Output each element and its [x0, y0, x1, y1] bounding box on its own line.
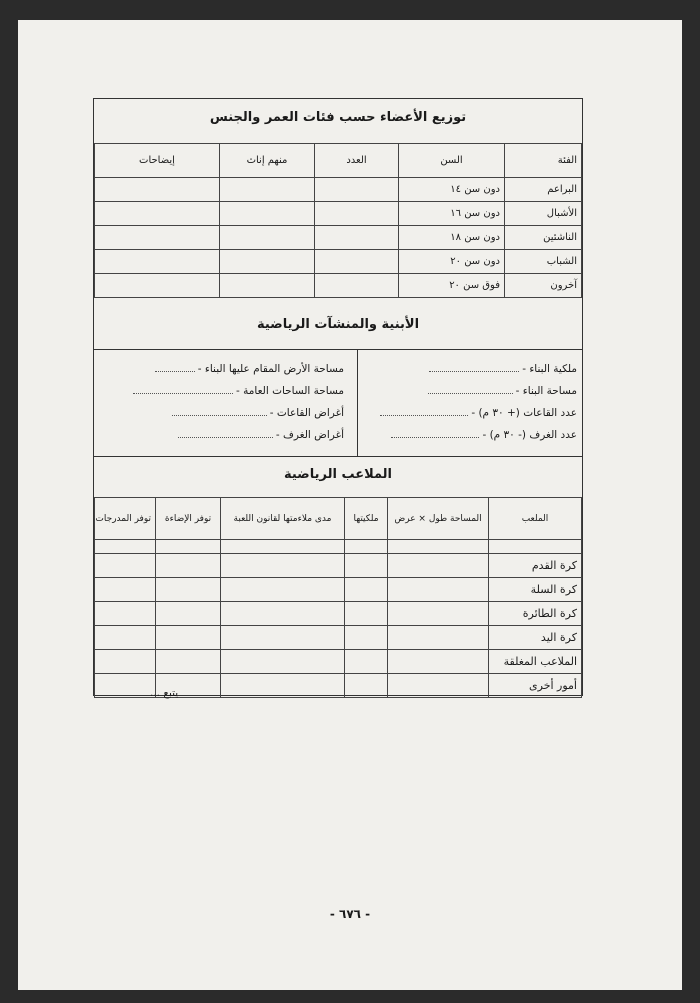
- divider: [94, 349, 582, 350]
- header-count: العدد: [315, 144, 399, 178]
- header-ownership: ملكيتها: [345, 498, 388, 540]
- fill-line: [391, 429, 479, 438]
- ownership-cell[interactable]: [345, 578, 388, 602]
- stadium-name: أمور أخرى: [489, 674, 582, 698]
- table-row: [95, 250, 582, 274]
- halls-purpose-field[interactable]: [172, 407, 344, 419]
- field-label: أغراض الغرف -: [275, 429, 344, 441]
- ownership-cell[interactable]: [345, 626, 388, 650]
- area-cell[interactable]: [388, 626, 489, 650]
- stadium-name: كرة اليد: [489, 626, 582, 650]
- stands-cell[interactable]: [95, 650, 156, 674]
- row-category: الشباب: [505, 250, 582, 274]
- field-label: مساحة الساحات العامة -: [235, 385, 344, 397]
- rooms-purpose-field[interactable]: [178, 429, 344, 441]
- area-cell[interactable]: [388, 554, 489, 578]
- notes-cell[interactable]: [95, 274, 220, 298]
- public-yards-area-field[interactable]: [133, 385, 344, 397]
- stadium-name: كرة الطائرة: [489, 602, 582, 626]
- field-label: مساحة الأرض المقام عليها البناء -: [197, 363, 344, 375]
- fill-line: [428, 385, 513, 394]
- fill-line: [380, 407, 468, 416]
- header-category: الفئة: [505, 144, 582, 178]
- halls-count-field[interactable]: [380, 407, 577, 419]
- stadiums-table: [94, 497, 582, 698]
- building-ownership-field[interactable]: [429, 363, 577, 375]
- section1-title: توزيع الأعضاء حسب فئات العمر والجنس: [209, 110, 467, 125]
- stands-cell[interactable]: [95, 578, 156, 602]
- row-category: الناشئين: [505, 226, 582, 250]
- header-females: منهم إناث: [220, 144, 315, 178]
- stands-cell[interactable]: [95, 626, 156, 650]
- continued-label: يتبع ...: [150, 687, 179, 699]
- row-category: الأشبال: [505, 202, 582, 226]
- notes-cell[interactable]: [95, 250, 220, 274]
- notes-cell[interactable]: [95, 226, 220, 250]
- section2-title: الأبنية والمنشآت الرياضية: [256, 317, 420, 332]
- compliance-cell[interactable]: [221, 554, 345, 578]
- form-frame: [93, 98, 583, 696]
- row-age: دون سن ١٤: [399, 178, 505, 202]
- ownership-cell[interactable]: [345, 674, 388, 698]
- count-cell[interactable]: [315, 226, 399, 250]
- field-label: عدد الغرف (- ٣٠ م) -: [482, 429, 577, 441]
- fill-line: [172, 407, 267, 416]
- header-area: المساحة طول × عرض: [388, 498, 489, 540]
- row-age: دون سن ٢٠: [399, 250, 505, 274]
- field-label: مساحة البناء -: [515, 385, 577, 397]
- table-row: [95, 626, 582, 650]
- females-cell[interactable]: [220, 250, 315, 274]
- header-notes: إيضاحات: [95, 144, 220, 178]
- table-row: [95, 650, 582, 674]
- section3-title: الملاعب الرياضية: [283, 467, 393, 482]
- stadium-name: كرة القدم: [489, 554, 582, 578]
- females-cell[interactable]: [220, 226, 315, 250]
- area-cell[interactable]: [388, 578, 489, 602]
- females-cell[interactable]: [220, 274, 315, 298]
- header-stands: توفر المدرجات: [95, 498, 156, 540]
- table-row: [95, 202, 582, 226]
- area-cell[interactable]: [388, 650, 489, 674]
- land-area-field[interactable]: [155, 363, 344, 375]
- lighting-cell[interactable]: [156, 554, 221, 578]
- lighting-cell[interactable]: [156, 602, 221, 626]
- stands-cell[interactable]: [95, 674, 156, 698]
- fill-line: [429, 363, 519, 372]
- count-cell[interactable]: [315, 178, 399, 202]
- header-compliance: مدى ملاءمتها لقانون اللعبة: [221, 498, 345, 540]
- count-cell[interactable]: [315, 274, 399, 298]
- table-row: [95, 602, 582, 626]
- table-row: [95, 578, 582, 602]
- stands-cell[interactable]: [95, 554, 156, 578]
- table-row: [95, 226, 582, 250]
- rooms-count-field[interactable]: [391, 429, 577, 441]
- fill-line: [133, 385, 233, 394]
- notes-cell[interactable]: [95, 178, 220, 202]
- page-number: - ٦٧٦ -: [329, 907, 371, 921]
- lighting-cell[interactable]: [156, 578, 221, 602]
- ownership-cell[interactable]: [345, 650, 388, 674]
- compliance-cell[interactable]: [221, 626, 345, 650]
- females-cell[interactable]: [220, 178, 315, 202]
- stadium-name: كرة السلة: [489, 578, 582, 602]
- stadiums-table-wrap: [94, 497, 582, 698]
- area-cell[interactable]: [388, 674, 489, 698]
- divider: [94, 456, 582, 457]
- count-cell[interactable]: [315, 202, 399, 226]
- header-field: الملعب: [489, 498, 582, 540]
- age-gender-table-wrap: [94, 143, 582, 298]
- stands-cell[interactable]: [95, 602, 156, 626]
- row-category: البراعم: [505, 178, 582, 202]
- building-area-field[interactable]: [428, 385, 577, 397]
- compliance-cell[interactable]: [221, 602, 345, 626]
- table-row: [95, 178, 582, 202]
- field-label: أغراض القاعات -: [269, 407, 344, 419]
- ownership-cell[interactable]: [345, 554, 388, 578]
- row-category: آخرون: [505, 274, 582, 298]
- row-age: فوق سن ٢٠: [399, 274, 505, 298]
- header-age: السن: [399, 144, 505, 178]
- compliance-cell[interactable]: [221, 650, 345, 674]
- table-row: [95, 274, 582, 298]
- compliance-cell[interactable]: [221, 578, 345, 602]
- header-lighting: توفر الإضاءة: [156, 498, 221, 540]
- field-label: عدد القاعات (+ ٣٠ م) -: [471, 407, 577, 419]
- stadium-name: الملاعب المغلقة: [489, 650, 582, 674]
- lighting-cell[interactable]: [156, 650, 221, 674]
- count-cell[interactable]: [315, 250, 399, 274]
- table-row: [95, 554, 582, 578]
- area-cell[interactable]: [388, 602, 489, 626]
- compliance-cell[interactable]: [221, 674, 345, 698]
- row-age: دون سن ١٨: [399, 226, 505, 250]
- fill-line: [155, 363, 195, 372]
- row-age: دون سن ١٦: [399, 202, 505, 226]
- column-divider: [357, 349, 358, 456]
- fill-line: [178, 429, 273, 438]
- age-gender-table: [94, 143, 582, 298]
- field-label: ملكية البناء -: [522, 363, 577, 375]
- lighting-cell[interactable]: [156, 626, 221, 650]
- females-cell[interactable]: [220, 202, 315, 226]
- notes-cell[interactable]: [95, 202, 220, 226]
- ownership-cell[interactable]: [345, 602, 388, 626]
